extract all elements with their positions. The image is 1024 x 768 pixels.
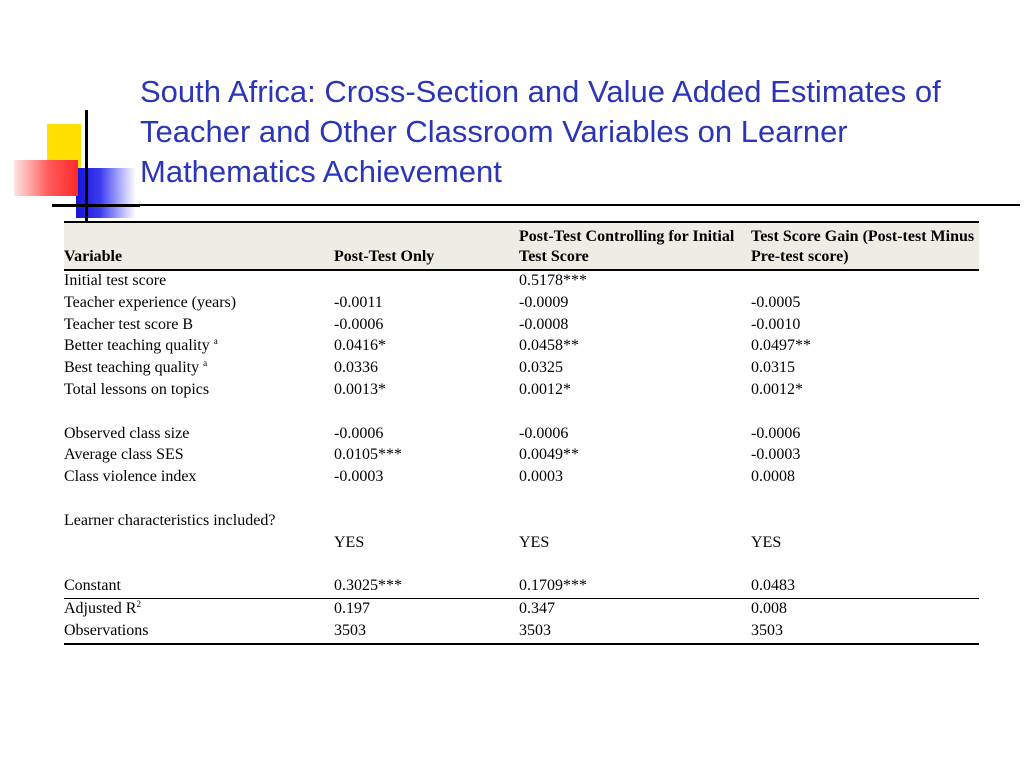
red-bar [14,160,78,196]
value-cell: 0.0012* [751,380,803,398]
value-cell: 0.0008 [751,468,795,486]
table-row [64,380,979,402]
table-row [64,270,979,293]
value-cell: YES [334,533,365,551]
value-cell: 0.0012* [519,380,571,398]
table-body [64,270,979,644]
slide-decoration [0,0,140,230]
table-row [64,576,979,598]
value-cell: 0.3025*** [334,576,519,598]
variable-cell [64,576,334,598]
value-cell [334,511,519,533]
variable-label: Class violence index [64,468,197,486]
variable-cell [64,489,334,511]
variable-cell [64,467,334,489]
table-row [64,315,979,337]
header-test-score-gain: Test Score Gain (Post-test Minus Pre-test score) [751,222,979,270]
variable-cell [64,445,334,467]
variable-label: Initial test score [64,272,167,289]
value-cell: -0.0003 [334,468,384,486]
variable-label: Constant [64,577,121,595]
value-cell [519,489,751,511]
variable-cell [64,424,334,446]
value-cell [519,402,751,424]
table-row [64,336,979,358]
value-cell: -0.0003 [751,446,801,464]
value-cell: 0.0497** [751,337,811,355]
title-underline [140,204,1020,206]
variable-label: Better teaching quality [64,337,210,355]
value-cell: 0.0105*** [334,446,402,464]
value-cell: 0.008 [751,599,787,617]
value-cell: -0.0006 [519,424,569,442]
variable-label: Learner characteristics included? [64,511,276,529]
value-cell [519,554,751,576]
value-cell: 3503 [519,621,751,644]
results-table [64,221,979,645]
table-row [64,489,979,511]
table-row [64,467,979,489]
slide-title: South Africa: Cross-Section and Value Added Estimates of Teacher and Other Classroom Variables on Learner Mathematics Achievement [140,74,941,189]
variable-cell [64,270,334,293]
variable-label: Teacher experience (years) [64,293,237,311]
value-cell: -0.0006 [334,424,384,442]
value-cell: 0.197 [334,599,370,617]
value-cell: YES [751,533,782,551]
value-cell: 0.347 [519,599,555,617]
value-cell: 0.0013* [334,380,386,398]
variable-cell [64,511,334,533]
table-row [64,424,979,446]
table-row [64,554,979,576]
value-cell: 0.0336 [334,359,378,377]
header-post-test-only: Post-Test Only [334,222,519,270]
footnote-superscript: a [213,336,218,347]
value-cell: -0.0011 [334,293,383,311]
table-row [64,402,979,424]
value-cell: 0.0458** [519,337,579,355]
value-cell: 0.0483 [751,576,979,598]
value-cell: -0.0006 [751,424,801,442]
horizontal-rule [52,204,140,207]
variable-cell [64,336,334,358]
variable-cell [64,315,334,337]
table-row [64,445,979,467]
variable-label: Average class SES [64,446,184,464]
header-variable: Variable [64,222,334,270]
table-row [64,598,979,620]
value-cell: 0.0003 [519,468,563,486]
table-row [64,293,979,315]
value-cell: 0.0416* [334,337,386,355]
footnote-superscript: a [203,358,208,369]
value-cell [751,402,979,424]
value-cell: -0.0005 [751,293,801,311]
value-cell [751,489,979,511]
variable-cell [64,533,334,555]
value-cell: YES [519,533,550,551]
value-cell [334,270,519,293]
value-cell: 0.0325 [519,359,563,377]
variable-label: Best teaching quality [64,359,200,377]
value-cell: 0.5178*** [519,272,587,289]
value-cell: 3503 [334,621,519,644]
footnote-superscript: 2 [136,598,141,609]
value-cell: 3503 [751,621,979,644]
table-row [64,621,979,644]
value-cell [334,402,519,424]
value-cell: -0.0006 [334,315,384,333]
variable-label: Adjusted R [64,599,137,617]
variable-label: Total lessons on topics [64,380,210,398]
value-cell [334,489,519,511]
variable-cell [64,402,334,424]
variable-cell [64,293,334,315]
header-post-test-controlling: Post-Test Controlling for Initial Test Score [519,222,751,270]
value-cell [334,554,519,576]
value-cell: -0.0010 [751,315,801,333]
variable-cell [64,621,334,644]
variable-cell [64,598,334,620]
variable-cell [64,554,334,576]
table-row [64,533,979,555]
value-cell [751,270,979,293]
table-row [64,358,979,380]
value-cell [751,554,979,576]
value-cell [751,511,979,533]
table-header-row [64,222,979,270]
value-cell: 0.1709*** [519,576,751,598]
variable-cell [64,358,334,380]
variable-label: Teacher test score B [64,315,194,333]
value-cell: 0.0315 [751,359,795,377]
value-cell: 0.0049** [519,446,579,464]
variable-label: Observed class size [64,424,190,442]
value-cell: -0.0008 [519,315,569,333]
table-row [64,511,979,533]
variable-label: Observations [64,621,149,639]
value-cell [519,511,751,533]
variable-cell [64,380,334,402]
value-cell: -0.0009 [519,293,569,311]
